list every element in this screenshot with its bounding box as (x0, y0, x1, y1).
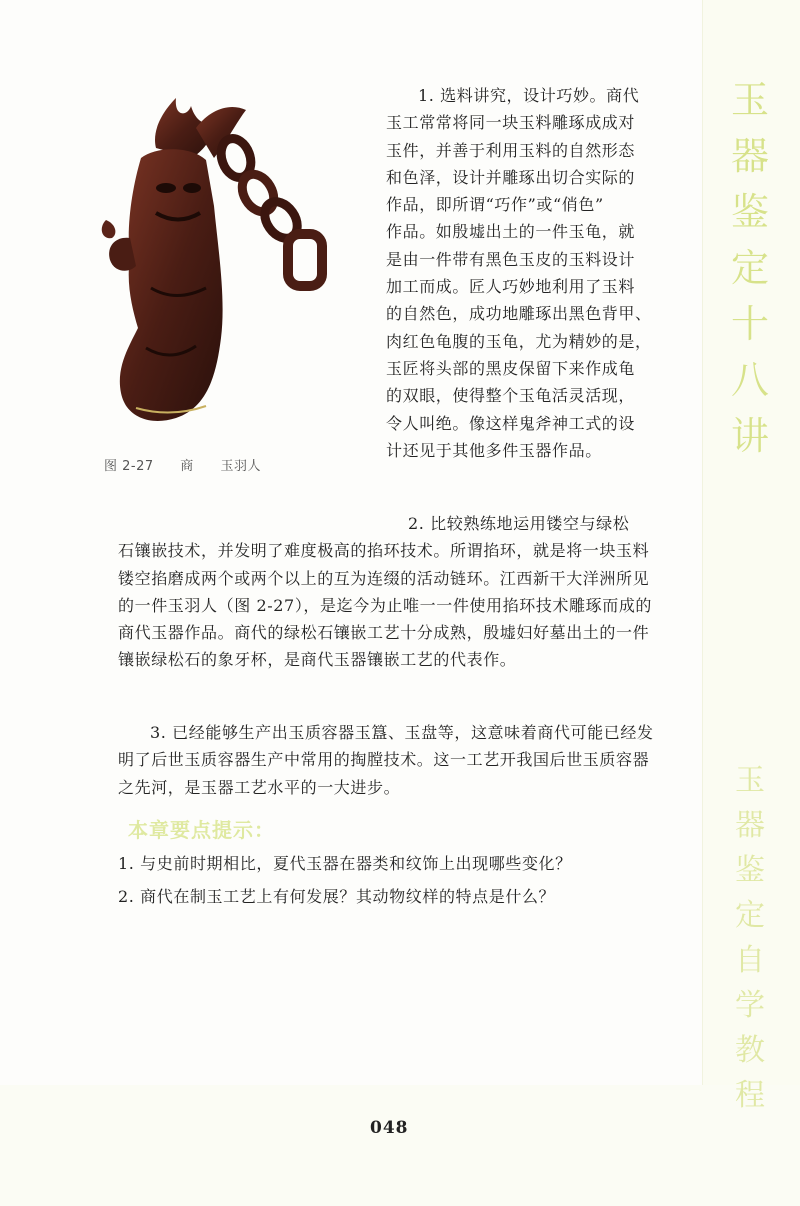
text-line: 作品，即所谓“巧作”或“俏色” (386, 195, 604, 215)
text-line: 镶嵌绿松石的象牙杯，是商代玉器镶嵌工艺的代表作。 (118, 650, 517, 670)
review-question: 2. 商代在制玉工艺上有何发展？其动物纹样的特点是什么？ (118, 887, 556, 906)
paragraph-openwork-inlay (118, 510, 678, 674)
side-title-book-series (722, 72, 778, 464)
side-title-char: 定 (730, 246, 769, 290)
text-line: 是由一件带有黑色玉皮的玉料设计 (386, 249, 636, 269)
text-line: 和色泽，设计并雕琢出切合实际的 (386, 167, 636, 187)
text-line: 肉红色龟腹的玉龟，尤为精妙的是， (386, 331, 652, 351)
side-title-char: 器 (730, 134, 769, 178)
text-line: 的双眼，使得整个玉龟活灵活现， (386, 386, 636, 406)
side-title-tutorial (722, 758, 778, 1118)
side-title-char: 十 (730, 302, 769, 346)
side-title-char: 八 (730, 358, 769, 402)
text-line: 商代玉器作品。商代的绿松石镶嵌工艺十分成熟，殷墟妇好墓出土的一件 (118, 623, 650, 643)
figure-caption (104, 455, 283, 474)
text-line: 3. 已经能够生产出玉质容器玉簋、玉盘等，这意味着商代可能已经发 (150, 723, 654, 742)
text-line: 玉工常常将同一块玉料雕琢成成对 (386, 113, 636, 133)
text-line: 镂空掐磨成两个或两个以上的互为连缀的活动链环。江西新干大洋洲所见 (118, 568, 650, 588)
page-number: 048 (370, 1118, 409, 1138)
side-title-char: 鉴 (730, 190, 769, 234)
jade-feathered-figure-photo (96, 88, 346, 433)
footer-band (0, 1085, 800, 1206)
text-line: 作品。如殷墟出土的一件玉龟，就 (386, 222, 636, 242)
text-line: 的一件玉羽人（图 2-27），是迄今为止唯一一件使用掐环技术雕琢而成的 (118, 595, 653, 615)
paragraph-selection-design (386, 82, 678, 464)
chapter-key-points-heading: 本章要点提示： (128, 818, 275, 842)
review-question: 1. 与史前时期相比，夏代玉器在器类和纹饰上出现哪些变化？ (118, 854, 572, 873)
paragraph-jade-vessels (118, 719, 678, 801)
side-title-char: 程 (735, 1078, 765, 1113)
text-line: 玉匠将头部的黑皮保留下来作成龟 (386, 358, 636, 378)
side-title-char: 鉴 (735, 853, 765, 888)
text-line: 1. 选料讲究，设计巧妙。商代 (418, 86, 640, 105)
side-title-char: 定 (735, 898, 765, 933)
side-title-char: 教 (735, 1033, 765, 1068)
side-title-char: 讲 (730, 414, 769, 458)
text-line: 明了后世玉质容器生产中常用的掏膛技术。这一工艺开我国后世玉质容器 (118, 750, 650, 770)
figure-title: 玉羽人 (220, 459, 261, 474)
text-line: 加工而成。匠人巧妙地利用了玉料 (386, 277, 636, 297)
figure-period: 商 (180, 459, 194, 474)
side-title-char: 自 (735, 943, 765, 978)
figure-number: 图 2-27 (104, 459, 154, 474)
text-line: 2. 比较熟练地运用镂空与绿松 (408, 514, 630, 533)
text-line: 石镶嵌技术，并发明了难度极高的掐环技术。所谓掐环，就是将一块玉料 (118, 541, 650, 561)
side-title-char: 玉 (730, 78, 769, 122)
text-line: 的自然色，成功地雕琢出黑色背甲、 (386, 304, 652, 324)
text-line: 玉件，并善于利用玉料的自然形态 (386, 140, 636, 160)
text-line: 之先河，是玉器工艺水平的一大进步。 (118, 777, 401, 797)
side-title-char: 学 (735, 988, 765, 1023)
side-title-char: 器 (735, 808, 765, 843)
text-line: 令人叫绝。像这样鬼斧神工式的设 (386, 413, 636, 433)
side-title-char: 玉 (735, 763, 765, 798)
text-line: 计还见于其他多件玉器作品。 (386, 440, 602, 460)
